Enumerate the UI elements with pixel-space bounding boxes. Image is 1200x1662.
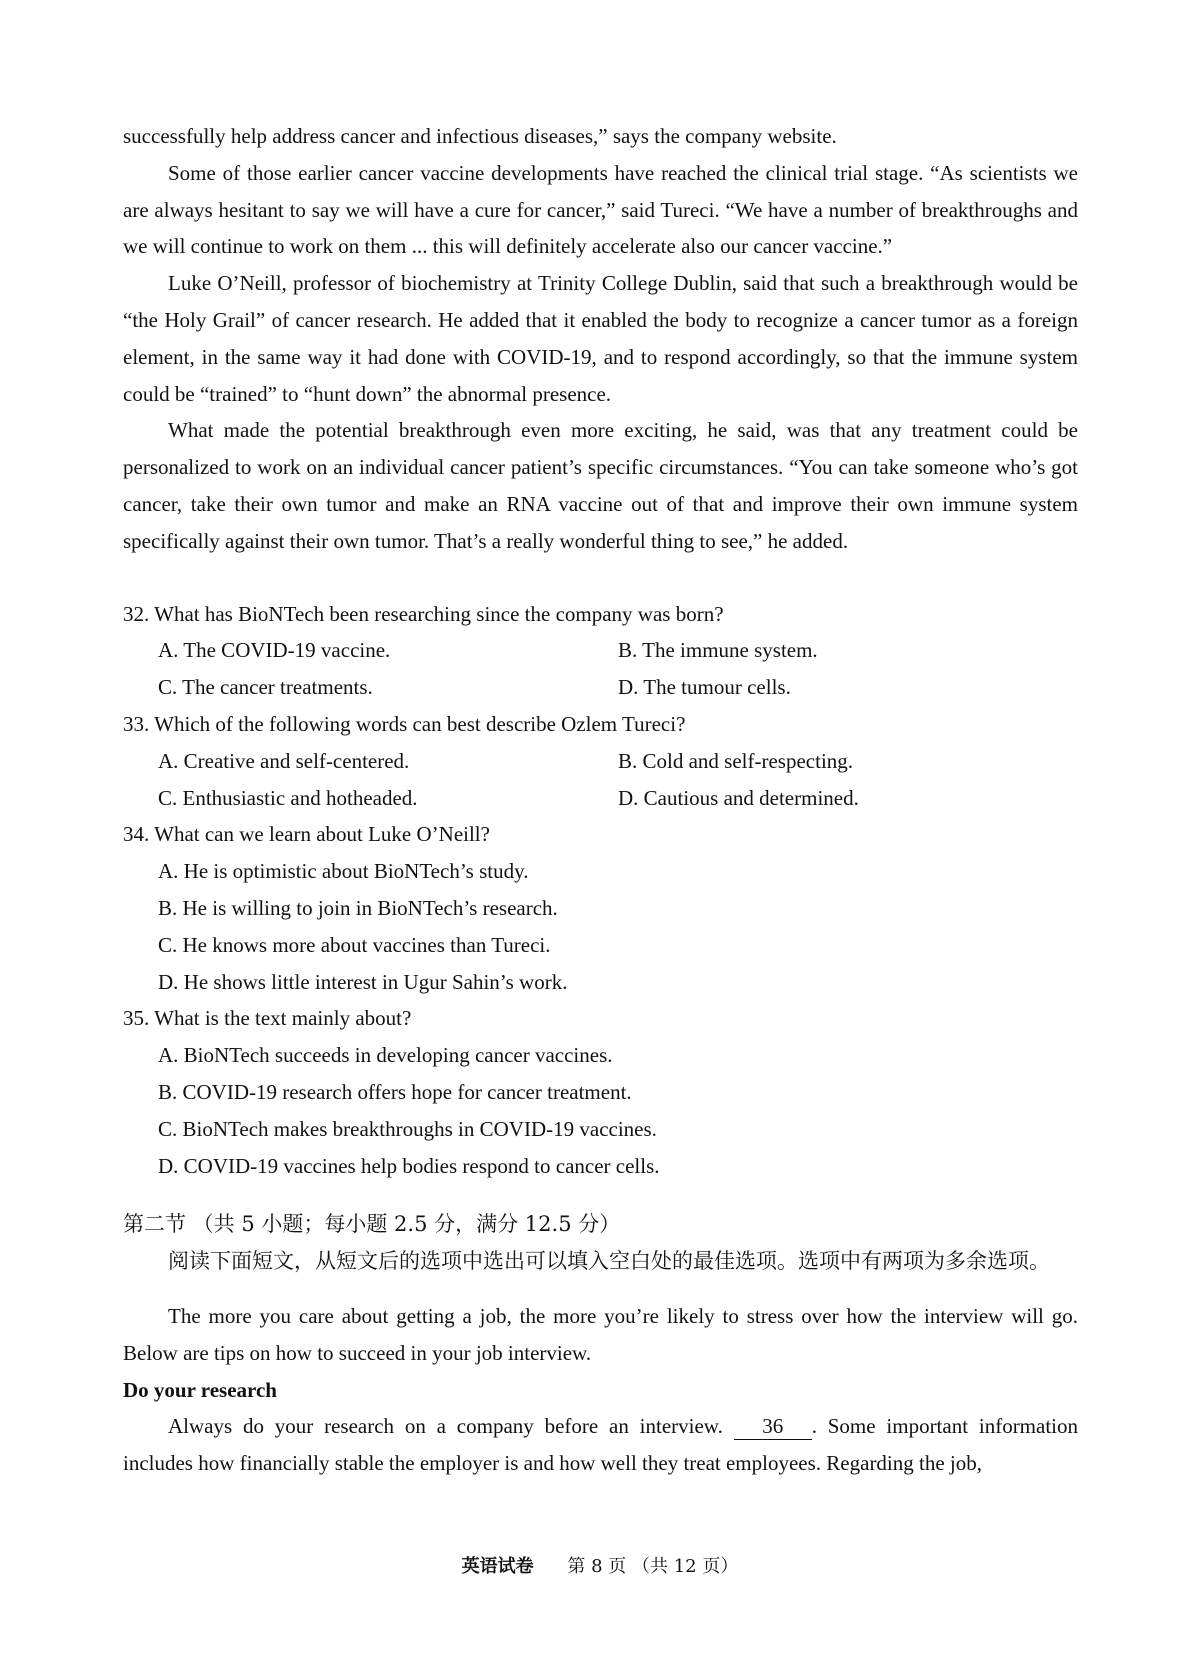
question-stem: 35. What is the text mainly about? — [123, 1006, 412, 1031]
option-a: A. BioNTech succeeds in developing cancer vaccines. — [158, 1043, 613, 1068]
option-b: B. The immune system. — [618, 638, 818, 663]
option-c: C. The cancer treatments. — [158, 675, 373, 700]
page-footer — [0, 1552, 1200, 1578]
text-before-blank: Always do your research on a company before an interview. — [168, 1414, 723, 1439]
question-32 — [123, 596, 1078, 706]
question-35 — [123, 1000, 1078, 1184]
question-33 — [123, 706, 1078, 816]
subheading: Do your research — [123, 1377, 277, 1402]
options-row — [123, 743, 1078, 780]
option-a: A. The COVID-19 vaccine. — [158, 638, 391, 663]
option-c: C. He knows more about vaccines than Tureci. — [158, 932, 551, 957]
passage-paragraph-2: Some of those earlier cancer vaccine developments have reached the clinical trial stage. “As scientists we are always hesitant to say we will have a cure for cancer,” said Tureci. “We have a number of breakthroughs and we will continue to work on them ... this will definitely accelerate also our cancer vaccine.” — [123, 160, 1078, 259]
question-stem: 34. What can we learn about Luke O’Neill? — [123, 822, 490, 847]
blank-paragraph — [123, 1408, 1078, 1482]
option-b: B. He is willing to join in BioNTech’s research. — [158, 895, 558, 920]
option-b: B. COVID-19 research offers hope for cancer treatment. — [158, 1079, 632, 1104]
spacer — [123, 1280, 1078, 1298]
option-c: C. Enthusiastic and hotheaded. — [158, 785, 418, 810]
section-intro-paragraph: The more you care about getting a job, the more you’re likely to stress over how the interview will go. Below are tips on how to succeed in your job interview. — [123, 1303, 1078, 1365]
section-heading: 第二节 （共 5 小题；每小题 2.5 分，满分 12.5 分） — [123, 1212, 621, 1237]
exam-page — [123, 118, 1078, 1482]
option-d: D. He shows little interest in Ugur Sahin’s work. — [158, 969, 568, 994]
footer-subject: 英语试卷 — [461, 1556, 534, 1577]
passage-paragraph-3: Luke O’Neill, professor of biochemistry at Trinity College Dublin, said that such a breakthrough would be “the Holy Grail” of cancer research. He added that it enabled the body to recognize a cancer tumor as a foreign element, in the same way it had done with COVID-19, and to respond accordingly, so that the immune system could be “trained” to “hunt down” the abnormal presence. — [123, 271, 1078, 406]
option-b: B. Cold and self-respecting. — [618, 748, 854, 773]
passage-paragraph-4: What made the potential breakthrough even more exciting, he said, was that any treatment could be personalized to work on an individual cancer patient’s specific circumstances. “You can take someone who’s got cancer, take their own tumor and make an RNA vaccine out of that and improve their own immune system specifically against their own tumor. That’s a really wonderful thing to see,” he added. — [123, 418, 1078, 553]
option-c: C. BioNTech makes breakthroughs in COVID-19 vaccines. — [158, 1116, 657, 1141]
options-row — [123, 780, 1078, 817]
question-stem: 33. Which of the following words can best describe Ozlem Tureci? — [123, 711, 686, 736]
question-stem: 32. What has BioNTech been researching since the company was born? — [123, 601, 724, 626]
section-instruction: 阅读下面短文，从短文后的选项中选出可以填入空白处的最佳选项。选项中有两项为多余选项。 — [168, 1249, 1050, 1274]
footer-page-info: 第 8 页 （共 12 页） — [567, 1556, 739, 1577]
question-34 — [123, 816, 1078, 1000]
option-d: D. Cautious and determined. — [618, 785, 859, 810]
option-d: D. The tumour cells. — [618, 675, 791, 700]
text-after-blank: . Some important information includes how financially stable the employer is and how well they treat employees. Regarding the job, — [123, 1414, 1079, 1476]
options-row — [123, 669, 1078, 706]
passage-paragraph-1: successfully help address cancer and infectious diseases,” says the company website. — [123, 124, 837, 148]
options-row — [123, 632, 1078, 669]
spacer — [123, 560, 1078, 596]
option-a: A. He is optimistic about BioNTech’s study. — [158, 859, 529, 884]
option-d: D. COVID-19 vaccines help bodies respond to cancer cells. — [158, 1153, 660, 1178]
option-a: A. Creative and self-centered. — [158, 748, 410, 773]
blank-36: 36 — [734, 1413, 812, 1440]
